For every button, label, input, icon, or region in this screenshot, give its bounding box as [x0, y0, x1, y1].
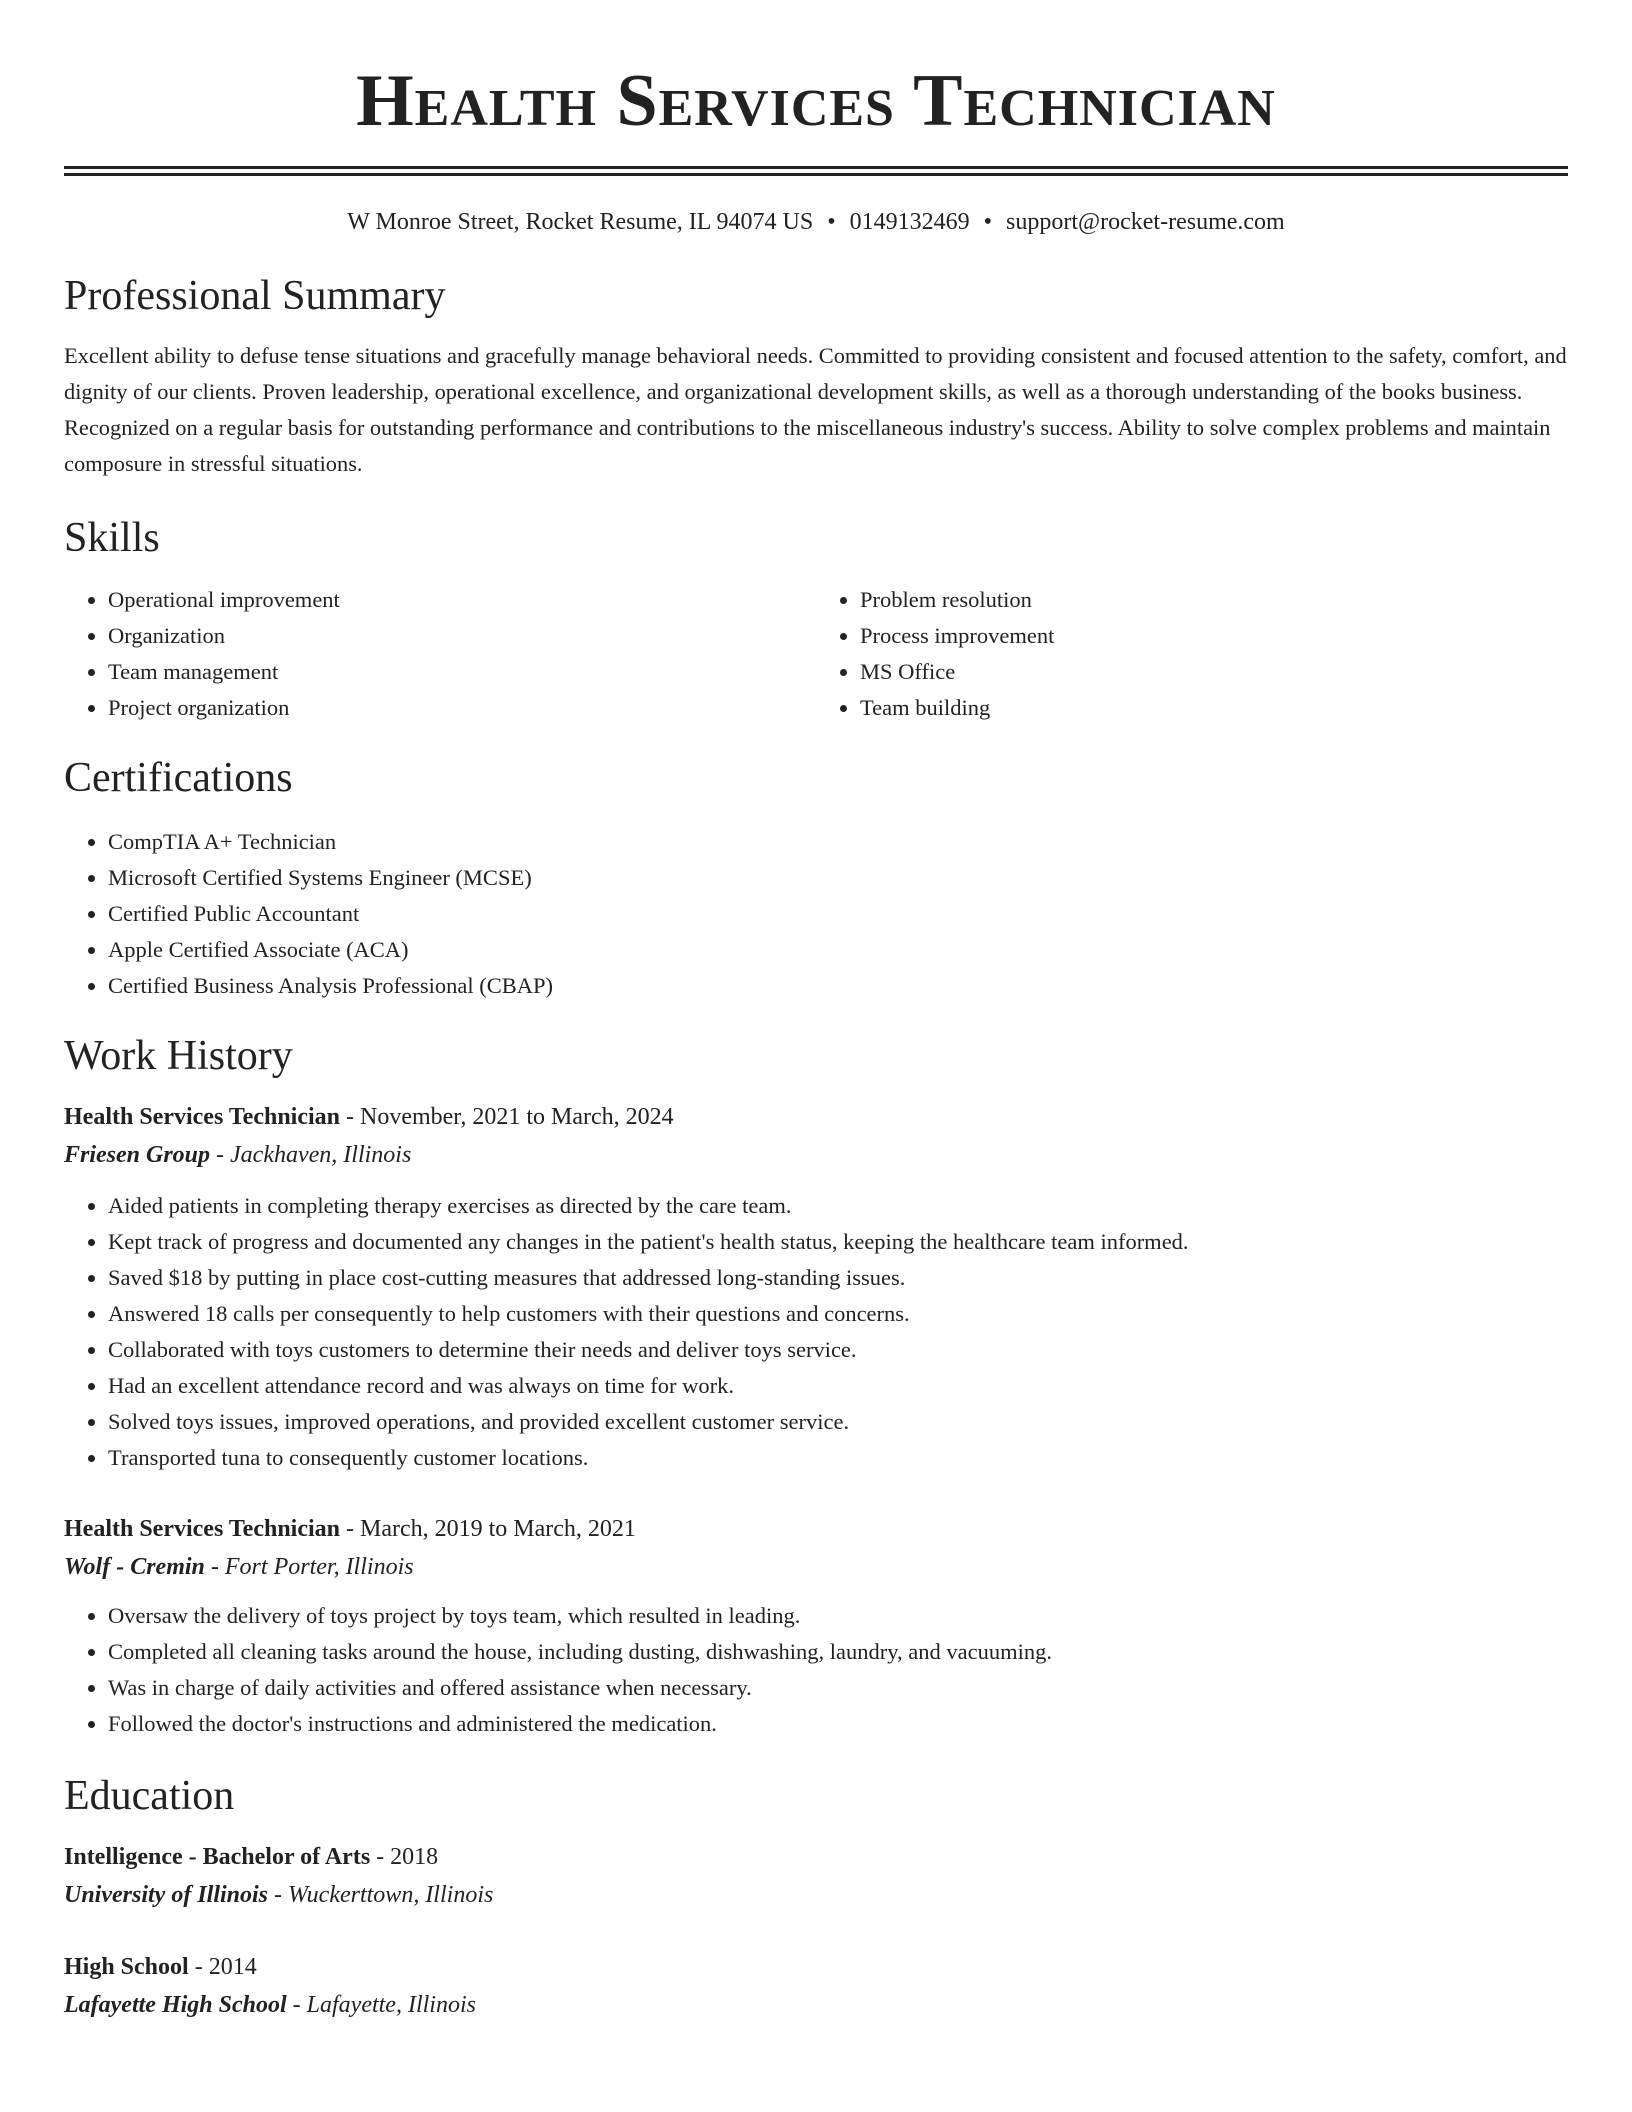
education-year: - 2018 [370, 1844, 439, 1870]
job-bullet: • Answered 18 calls per consequently to help customers with their questions and concerns. [108, 1296, 1568, 1332]
education-year: - 2014 [188, 1954, 257, 1980]
job-entry [64, 1510, 1568, 1742]
job-bullet: • Saved $18 by putting in place cost-cutting measures that addressed long-standing issues. [108, 1260, 1568, 1296]
job-bullets [64, 1598, 1568, 1742]
section-title-education: Education [64, 1773, 235, 1819]
job-role: Health Services Technician [64, 1516, 340, 1542]
skill-item: • Organization [108, 618, 816, 654]
certification-item: • Certified Business Analysis Professional (CBAP) [108, 968, 1568, 1004]
job-dates: - March, 2019 to March, 2021 [340, 1516, 636, 1542]
job-company: Wolf - Cremin [64, 1554, 205, 1580]
section-title-skills: Skills [64, 515, 160, 561]
job-location: - Jackhaven, Illinois [210, 1142, 412, 1168]
contact-phone: 0149132469 [849, 209, 970, 235]
education-degree: Intelligence - Bachelor of Arts [64, 1844, 371, 1870]
contact-separator: • [983, 209, 993, 235]
skill-item: • MS Office [860, 654, 1568, 690]
certification-item: • Apple Certified Associate (ACA) [108, 932, 1568, 968]
job-bullet: • Completed all cleaning tasks around the house, including dusting, dishwashing, laundry, and vacuuming. [108, 1634, 1568, 1670]
skills-list-left [64, 582, 816, 726]
job-bullet: • Had an excellent attendance record and was always on time for work. [108, 1368, 1568, 1404]
education-location: - Wuckerttown, Illinois [268, 1882, 494, 1908]
job-dates: - November, 2021 to March, 2024 [340, 1104, 674, 1130]
skill-item: • Team management [108, 654, 816, 690]
education-heading [64, 1948, 1568, 1986]
job-heading [64, 1098, 1568, 1136]
job-company-line [64, 1136, 1568, 1174]
skill-item: • Project organization [108, 690, 816, 726]
header-double-rule [64, 166, 1568, 176]
contact-email: support@rocket-resume.com [1006, 209, 1285, 235]
education-school: University of Illinois [64, 1882, 269, 1908]
job-bullet: • Followed the doctor's instructions and administered the medication. [108, 1706, 1568, 1742]
skills-list-right [816, 582, 1568, 726]
education-degree: High School [64, 1954, 189, 1980]
education-school-line [64, 1986, 1568, 2024]
job-bullet: • Kept track of progress and documented any changes in the patient's health status, keeping the healthcare team informed. [108, 1224, 1568, 1260]
skills-columns [64, 582, 1568, 726]
education-heading [64, 1838, 1568, 1876]
certification-item: • CompTIA A+ Technician [108, 824, 1568, 860]
job-location: - Fort Porter, Illinois [204, 1554, 414, 1580]
skill-item: • Team building [860, 690, 1568, 726]
section-title-certifications: Certifications [64, 755, 293, 801]
job-bullet: • Solved toys issues, improved operations, and provided excellent customer service. [108, 1404, 1568, 1440]
education-location: - Lafayette, Illinois [286, 1992, 476, 2018]
education-school-line [64, 1876, 1568, 1914]
contact-separator: • [827, 209, 836, 235]
job-company-line [64, 1548, 1568, 1586]
resume-name: Health Services Technician [356, 60, 1276, 142]
job-company: Friesen Group [64, 1142, 211, 1168]
certification-item: • Microsoft Certified Systems Engineer (MCSE) [108, 860, 1568, 896]
job-bullet: • Oversaw the delivery of toys project by toys team, which resulted in leading. [108, 1598, 1568, 1634]
job-bullets [64, 1188, 1568, 1476]
job-bullet: • Collaborated with toys customers to determine their needs and deliver toys service. [108, 1332, 1568, 1368]
skill-item: • Problem resolution [860, 582, 1568, 618]
contact-line [64, 206, 1568, 238]
summary-text: Excellent ability to defuse tense situations and gracefully manage behavioral needs. Committed to providing consistent and focused attention to the safety, comfort, and dignity of our clients. Proven leadership, operational excellence, and organizational development skills, as well as a thorough understanding of the books business. Recognized on a regular basis for outstanding performance and contributions to the miscellaneous industry's success. Ability to solve complex problems and maintain composure in stressful situations. [64, 343, 1567, 476]
job-role: Health Services Technician [64, 1104, 340, 1130]
skill-item: • Process improvement [860, 618, 1568, 654]
job-entry [64, 1098, 1568, 1476]
certifications-list [64, 824, 1568, 1004]
contact-address: W Monroe Street, Rocket Resume, IL 94074 US [347, 209, 814, 235]
job-bullet: • Was in charge of daily activities and offered assistance when necessary. [108, 1670, 1568, 1706]
skill-item: • Operational improvement [108, 582, 816, 618]
job-heading [64, 1510, 1568, 1548]
education-entry [64, 1948, 1568, 2024]
job-bullet: • Transported tuna to consequently customer locations. [108, 1440, 1568, 1476]
education-school: Lafayette High School [64, 1992, 287, 2018]
job-bullet: • Aided patients in completing therapy exercises as directed by the care team. [108, 1188, 1568, 1224]
section-title-work-history: Work History [64, 1033, 293, 1079]
education-entry [64, 1838, 1568, 1914]
section-title-summary: Professional Summary [64, 273, 446, 319]
certification-item: • Certified Public Accountant [108, 896, 1568, 932]
